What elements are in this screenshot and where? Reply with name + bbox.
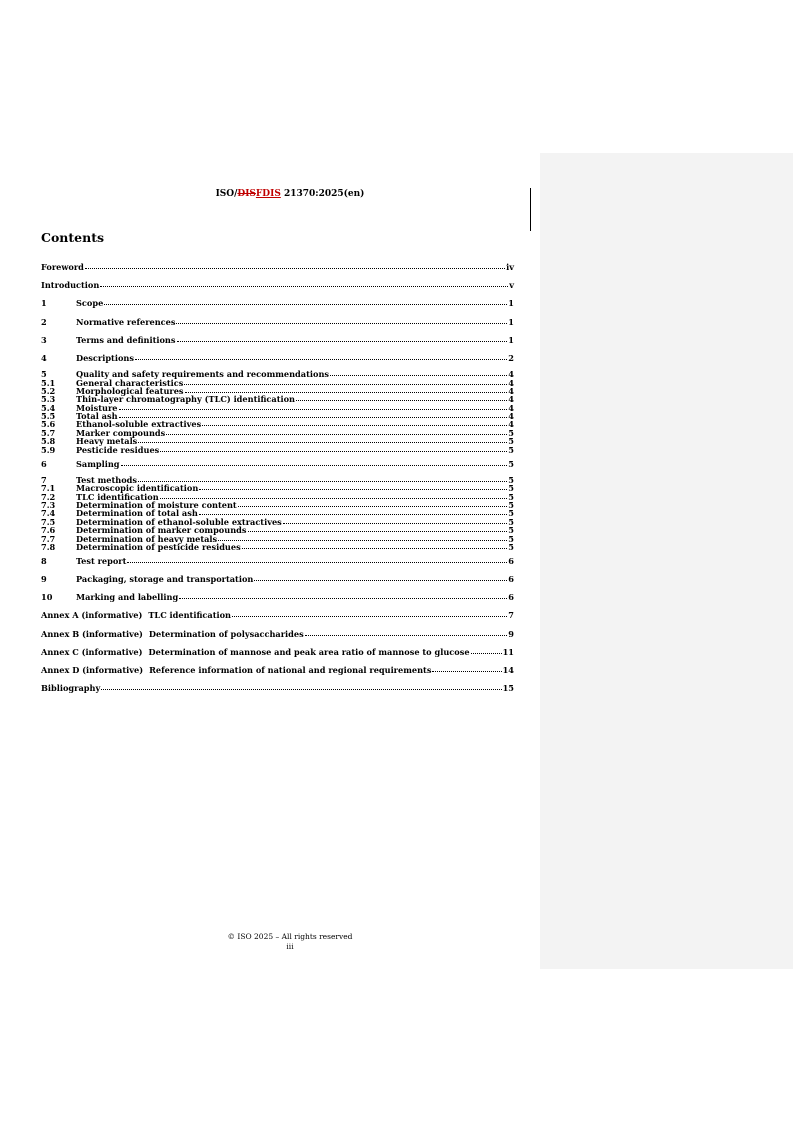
toc-number: 4 <box>41 352 47 363</box>
toc-label: Determination of total ash <box>76 508 198 519</box>
toc-label: Quality and safety requirements and recommendations <box>76 369 330 380</box>
toc-leader <box>100 285 508 287</box>
header-inserted-text: FDIS <box>255 189 281 199</box>
toc-number: 5.2 <box>41 385 56 396</box>
toc-page: 5 <box>508 436 514 447</box>
toc-number: 5.1 <box>41 377 56 388</box>
toc-page: 15 <box>502 683 514 694</box>
toc-leader <box>135 358 507 360</box>
toc-entry-bibliography[interactable] <box>41 682 514 694</box>
toc-leader <box>202 424 507 426</box>
toc-label: Ethanol-soluble extractives <box>76 419 202 430</box>
page-number: iii <box>286 942 294 951</box>
toc-label: Marker compounds <box>76 427 166 438</box>
toc-page: 5 <box>508 533 514 544</box>
toc-label: Pesticide residues <box>76 444 160 455</box>
toc-label: Determination of polysaccharides <box>148 628 304 639</box>
toc-leader <box>138 480 507 482</box>
toc-page: 4 <box>508 377 514 388</box>
toc-page: 9 <box>508 628 514 639</box>
toc-entry-3[interactable] <box>41 334 514 346</box>
toc-page: 1 <box>508 334 514 345</box>
toc-label: Total ash <box>76 411 118 422</box>
toc-label: Heavy metals <box>76 436 138 447</box>
toc-label: Determination of pesticide residues <box>76 541 241 552</box>
toc-label: Determination of heavy metals <box>76 533 218 544</box>
toc-number: 7.2 <box>41 491 56 502</box>
toc-leader <box>296 399 507 401</box>
toc-number: 7.8 <box>41 541 56 552</box>
toc-leader <box>176 322 507 324</box>
toc-page: 1 <box>508 316 514 327</box>
toc-number: 8 <box>41 555 47 566</box>
toc-leader <box>138 441 507 443</box>
toc-page: 5 <box>508 427 514 438</box>
toc-leader <box>85 267 505 269</box>
toc-number: 7.1 <box>41 483 56 494</box>
toc-number: 1 <box>41 298 47 309</box>
toc-leader <box>177 340 508 342</box>
toc-page: 14 <box>502 665 514 676</box>
toc-annex-id: Annex C (informative) <box>41 646 143 657</box>
toc-entry-7-8[interactable] <box>41 543 514 551</box>
toc-label: Test report <box>76 555 127 566</box>
toc-label: Introduction <box>41 280 100 291</box>
toc-leader <box>432 670 501 672</box>
toc-entry-8[interactable] <box>41 555 514 567</box>
toc-page: 5 <box>508 474 514 485</box>
copyright-notice: © ISO 2025 – All rights reserved <box>227 932 353 941</box>
toc-label: General characteristics <box>76 377 184 388</box>
comment-margin-pane <box>540 153 793 969</box>
toc-entry-4[interactable] <box>41 352 514 364</box>
toc-leader <box>199 513 508 515</box>
toc-label: Packaging, storage and transportation <box>76 574 254 585</box>
toc-number: 10 <box>41 592 53 603</box>
toc-leader <box>185 391 508 393</box>
toc-leader <box>254 579 507 581</box>
toc-page: 7 <box>508 610 514 621</box>
toc-entry-annex-d[interactable] <box>41 664 514 676</box>
toc-number: 7.5 <box>41 516 56 527</box>
toc-leader <box>121 464 508 466</box>
table-of-contents <box>41 261 514 695</box>
toc-page: 5 <box>508 483 514 494</box>
toc-entry-annex-c[interactable] <box>41 646 514 658</box>
toc-label: Moisture <box>76 402 118 413</box>
toc-leader <box>305 634 508 636</box>
toc-leader <box>166 433 507 435</box>
toc-label: Determination of ethanol-soluble extractives <box>76 516 282 527</box>
toc-page: 6 <box>508 555 514 566</box>
toc-entry-10[interactable] <box>41 591 514 603</box>
toc-label: Foreword <box>41 262 84 272</box>
toc-leader <box>160 497 508 499</box>
toc-label: Morphological features <box>76 385 184 396</box>
toc-label: Test methods <box>76 474 138 485</box>
toc-number: 2 <box>41 316 47 327</box>
toc-number: 5.9 <box>41 444 56 455</box>
document-header <box>40 189 540 199</box>
toc-entry-annex-b[interactable] <box>41 628 514 640</box>
toc-number: 5.3 <box>41 394 56 405</box>
toc-leader <box>471 652 502 654</box>
toc-label: Thin-layer chromatography (TLC) identification <box>76 394 296 405</box>
toc-page: 5 <box>508 458 514 469</box>
toc-label: Normative references <box>76 316 176 327</box>
toc-entry-introduction[interactable] <box>41 279 514 291</box>
toc-number: 7 <box>41 474 47 485</box>
toc-number: 5.5 <box>41 411 56 422</box>
toc-label: Descriptions <box>76 352 134 363</box>
toc-page: 4 <box>508 419 514 430</box>
toc-leader <box>330 374 507 376</box>
toc-label: Macroscopic identification <box>76 483 199 494</box>
toc-page: 5 <box>508 516 514 527</box>
toc-label: Marking and labelling <box>76 592 179 603</box>
toc-label: Determination of mannose and peak area ratio of mannose to glucose <box>148 646 470 657</box>
toc-page: 4 <box>508 411 514 422</box>
toc-page: 5 <box>508 525 514 536</box>
toc-entry-1[interactable] <box>41 297 514 309</box>
toc-label: Reference information of national and regional requirements <box>149 665 432 676</box>
toc-annex-id: Annex A (informative) <box>41 610 143 621</box>
toc-entry-6[interactable] <box>41 458 514 470</box>
toc-leader <box>104 303 507 305</box>
toc-number: 5.6 <box>41 419 56 430</box>
toc-leader <box>160 450 507 452</box>
toc-leader <box>218 539 507 541</box>
toc-entry-annex-a[interactable] <box>41 609 514 621</box>
toc-label: Determination of marker compounds <box>76 525 247 536</box>
toc-leader <box>238 505 508 507</box>
toc-page: 5 <box>508 499 514 510</box>
toc-entry-2[interactable] <box>41 316 514 328</box>
contents-title: Contents <box>41 230 105 245</box>
toc-entry-9[interactable] <box>41 573 514 585</box>
toc-leader <box>127 561 507 563</box>
toc-number: 6 <box>41 458 47 469</box>
toc-page: 5 <box>508 444 514 455</box>
toc-page: 5 <box>508 491 514 502</box>
toc-label: Sampling <box>76 458 120 469</box>
toc-leader <box>101 688 501 690</box>
toc-number: 5 <box>41 369 47 380</box>
toc-annex-id: Annex B (informative) <box>41 628 143 639</box>
toc-annex-id: Annex D (informative) <box>41 665 144 676</box>
toc-entry-foreword[interactable] <box>41 261 514 273</box>
toc-label: TLC identification <box>148 610 231 621</box>
toc-page: 5 <box>508 541 514 552</box>
toc-leader <box>184 383 507 385</box>
toc-page: 4 <box>508 385 514 396</box>
toc-label: TLC identification <box>76 491 159 502</box>
header-prefix: ISO/ <box>215 189 238 199</box>
toc-page: 4 <box>508 369 514 380</box>
toc-leader <box>248 530 508 532</box>
toc-leader <box>199 488 507 490</box>
toc-page: 4 <box>508 394 514 405</box>
toc-number: 7.3 <box>41 499 56 510</box>
toc-leader <box>119 416 508 418</box>
toc-number: 7.6 <box>41 525 56 536</box>
toc-page: 1 <box>508 298 514 309</box>
toc-label: Determination of moisture content <box>76 499 237 510</box>
toc-page: 5 <box>508 508 514 519</box>
toc-label: Scope <box>76 298 104 309</box>
toc-label: Terms and definitions <box>76 334 176 345</box>
toc-page: iv <box>506 262 514 272</box>
toc-number: 3 <box>41 334 47 345</box>
toc-page: 6 <box>508 574 514 585</box>
header-deleted-text: DIS <box>237 189 256 199</box>
header-suffix: 21370:2025(en) <box>280 189 365 199</box>
toc-number: 7.4 <box>41 508 56 519</box>
toc-leader <box>283 522 508 524</box>
toc-number: 5.7 <box>41 427 56 438</box>
toc-number: 5.8 <box>41 436 56 447</box>
toc-leader <box>179 597 507 599</box>
toc-page: v <box>509 280 514 291</box>
toc-number: 9 <box>41 574 47 585</box>
page-footer <box>40 932 540 952</box>
toc-leader <box>119 408 508 410</box>
toc-number: 7.7 <box>41 533 56 544</box>
toc-label: Bibliography <box>41 683 101 694</box>
toc-leader <box>242 547 508 549</box>
toc-leader <box>232 615 507 617</box>
toc-number: 5.4 <box>41 402 56 413</box>
toc-page: 11 <box>502 646 514 657</box>
toc-page: 2 <box>508 352 514 363</box>
toc-page: 6 <box>508 592 514 603</box>
toc-page: 4 <box>508 402 514 413</box>
toc-entry-5-9[interactable] <box>41 446 514 454</box>
